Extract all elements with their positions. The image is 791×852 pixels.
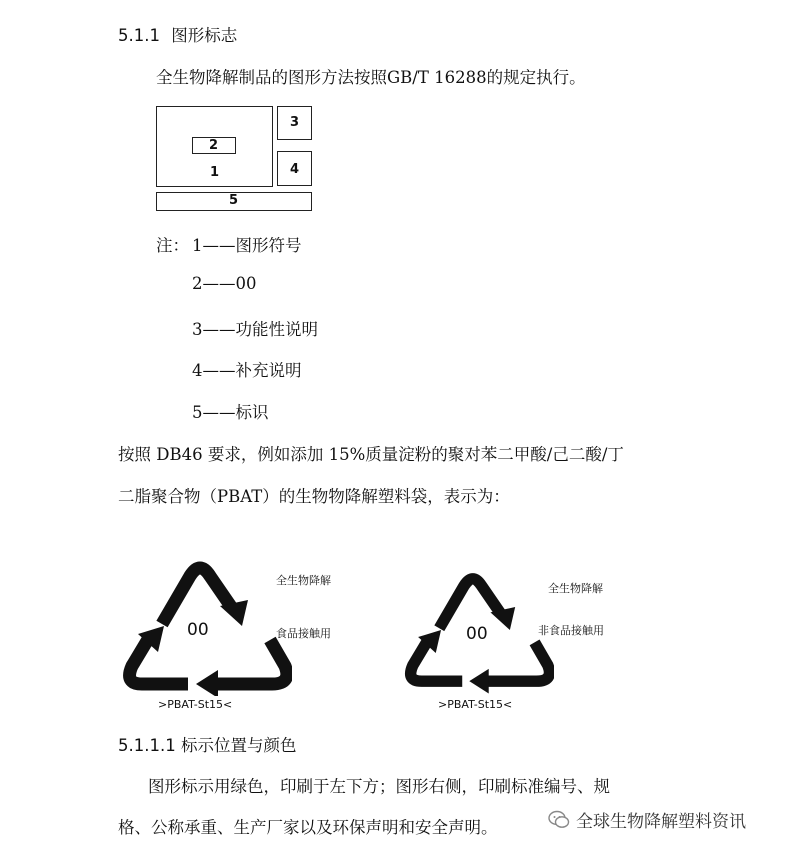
biodegradable-logo-food [118,556,386,714]
note-item: 5——标识 [192,403,269,422]
subsection-number: 5.1.1.1 [118,736,176,755]
logo-label-bottom: 食品接触用 [276,627,331,640]
wechat-icon [548,810,570,830]
body-line-1: 图形标示用绿色，印刷于左下方；图形右侧，印刷标准编号、规 [148,777,610,796]
logo-label-top: 全生物降解 [548,582,603,595]
diagram-box-2 [192,137,236,154]
logo-material-code: >PBAT-St15< [438,698,513,711]
note-item: 3——功能性说明 [192,320,318,339]
diagram-box-5 [156,192,312,211]
notes-prefix: 注： [156,236,189,255]
diagram-box-3 [277,106,312,140]
section-title: 图形标志 [171,26,238,45]
body-line-2: 格、公称承重、生产厂家以及环保声明和安全声明。 [118,818,498,837]
diagram-box-4 [277,151,312,186]
note-item: 2——00 [192,274,257,293]
subsection-heading [118,732,296,756]
logo-label-bottom: 非食品接触用 [538,624,604,637]
note-item: 4——补充说明 [192,361,302,380]
logo-label-top: 全生物降解 [276,574,331,587]
diagram-box-2-label: 2 [209,138,219,153]
diagram-box-3-label: 3 [290,115,300,130]
diagram-box-4-label: 4 [290,162,300,177]
wechat-watermark [548,807,746,832]
section-number: 5.1.1 [118,26,160,45]
logo-center-code: 00 [466,624,488,644]
logo-center-code: 00 [187,620,209,640]
example-line-1: 按照 DB46 要求，例如添加 15%质量淀粉的聚对苯二甲酸/己二酸/丁 [118,445,624,464]
section-intro: 全生物降解制品的图形方法按照GB/T 16288的规定执行。 [156,68,586,87]
note-item: 1——图形符号 [192,236,302,255]
example-line-2: 二脂聚合物（PBAT）的生物物降解塑料袋，表示为： [118,487,510,506]
subsection-title: 标示位置与颜色 [180,736,297,755]
diagram-box-5-label: 5 [229,193,239,208]
diagram-box-1-label: 1 [210,165,220,180]
watermark-text: 全球生物降解塑料资讯 [576,812,746,832]
section-heading [118,22,237,46]
logo-material-code: >PBAT-St15< [158,698,233,711]
biodegradable-logo-nonfood [400,564,622,714]
